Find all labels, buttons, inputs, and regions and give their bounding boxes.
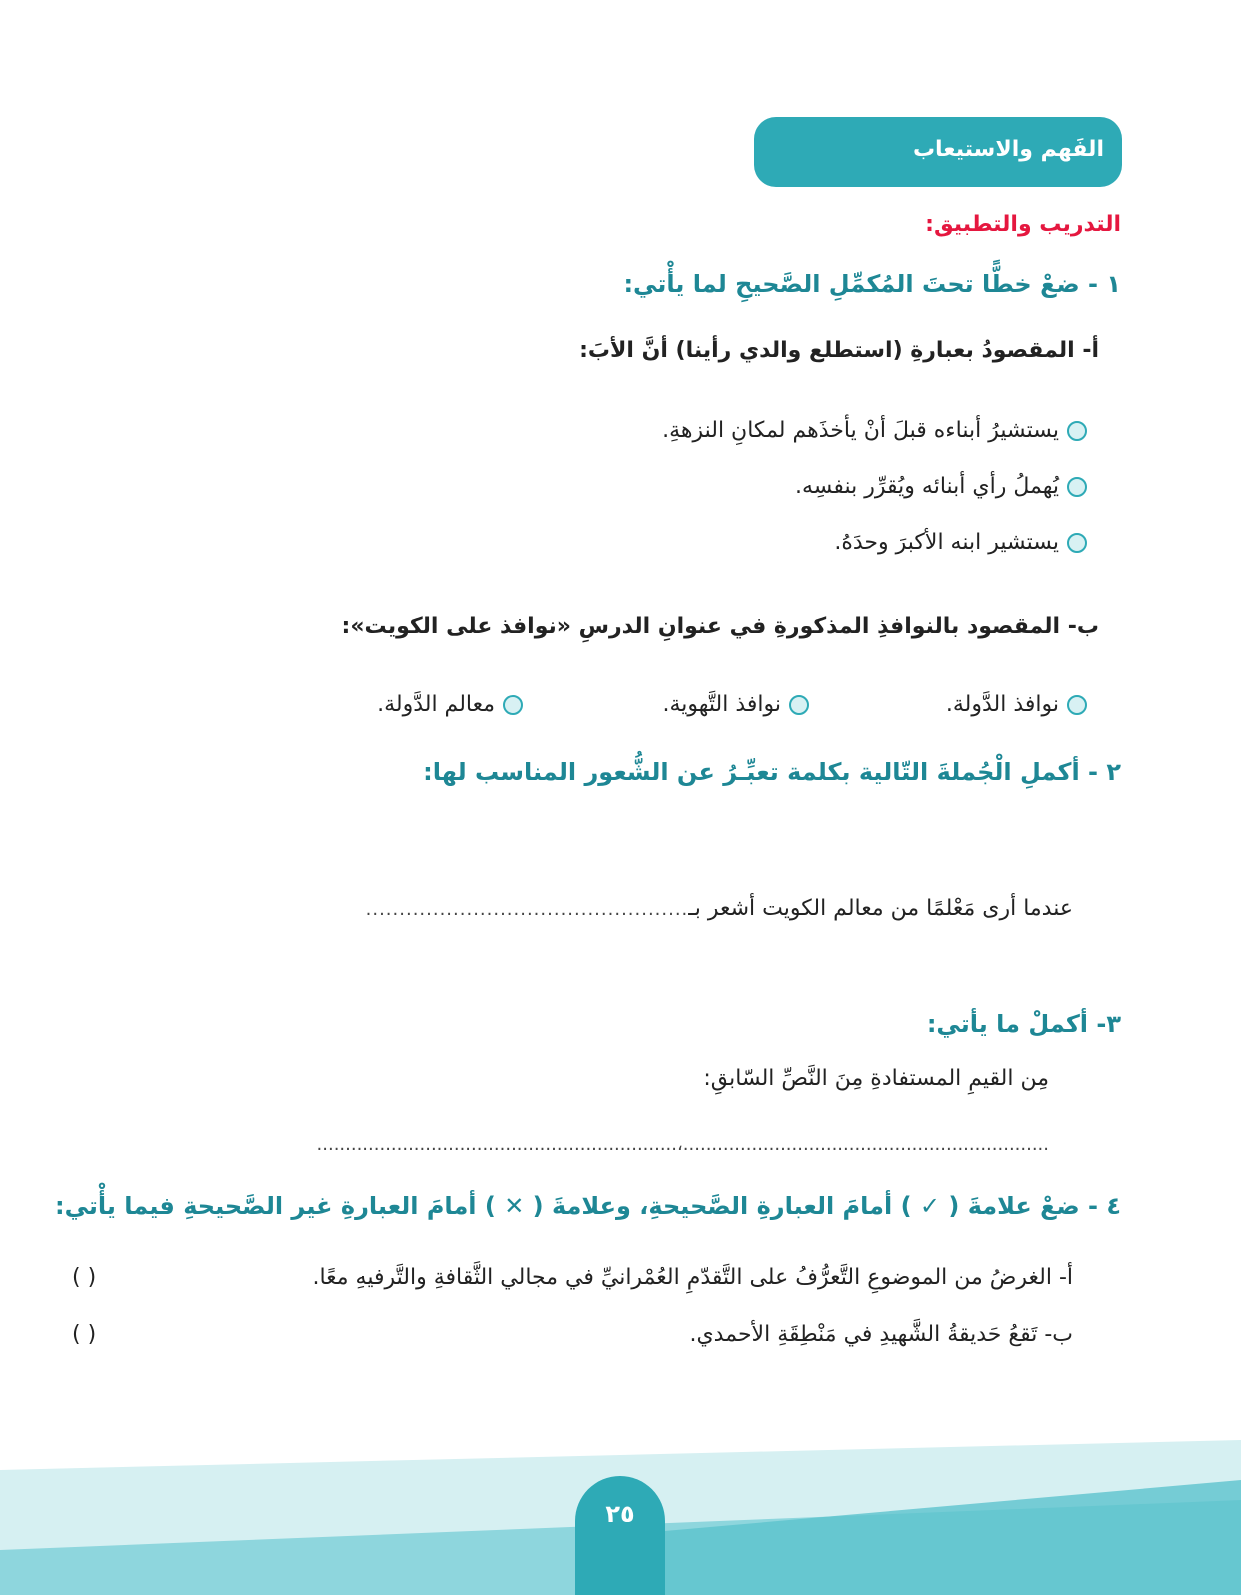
radio-icon[interactable] — [1067, 533, 1087, 553]
radio-icon[interactable] — [789, 695, 809, 715]
question-2-title: ٢ - أكملِ الْجُملةَ التّالية بكلمة تعبِّـرُ عن الشُّعور المناسب لها: — [423, 758, 1121, 786]
option-label: يستشيرُ أبناءه قبلَ أنْ يأخذَهم لمكانِ النزهةِ. — [662, 418, 1059, 443]
radio-icon[interactable] — [1067, 695, 1087, 715]
question-2-answer-blank[interactable]: ................................................ — [365, 899, 689, 920]
option-1a-1[interactable] — [662, 418, 1087, 443]
question-4a-answer-box[interactable]: ( ) — [72, 1265, 97, 1290]
page-number: ٢٥ — [605, 1500, 635, 1528]
question-4b-answer-box[interactable]: ( ) — [72, 1322, 97, 1347]
question-1-title: ١ - ضعْ خطًّا تحتَ المُكمِّلِ الصَّحيحِ لما يأْتي: — [623, 270, 1121, 298]
option-label: يُهملُ رأي أبنائه ويُقرِّر بنفسِه. — [794, 474, 1059, 499]
option-label: نوافذ التَّهوية. — [662, 692, 781, 717]
question-3-answer-blank[interactable]: ................................................................،............................................................... — [316, 1134, 1049, 1155]
option-1a-3[interactable] — [834, 530, 1087, 555]
radio-icon[interactable] — [503, 695, 523, 715]
question-1a-title: أ- المقصودُ بعبارةِ (استطلع والدي رأينا) أنَّ الأبَ: — [579, 338, 1099, 363]
radio-icon[interactable] — [1067, 477, 1087, 497]
question-4b-text: ب- تَقعُ حَديقةُ الشَّهيدِ في مَنْطِقَةِ الأحمدي. — [689, 1322, 1073, 1347]
question-4-title: ٤ - ضعْ علامةَ ( ✓ ) أمامَ العبارةِ الصَّحيحةِ، وعلامةَ ( ✕ ) أمامَ العبارةِ غير الصَّحيحةِ فيما يأْتي: — [55, 1192, 1121, 1220]
question-1b-title: ب- المقصود بالنوافذِ المذكورةِ في عنوانِ الدرسِ «نوافذ على الكويت»: — [341, 614, 1099, 639]
option-label: معالم الدَّولة. — [377, 692, 495, 717]
option-1a-2[interactable] — [795, 474, 1087, 499]
question-2-sentence-row — [366, 896, 1073, 921]
question-3-prompt: مِن القيمِ المستفادةِ مِنَ النَّصِّ السّابقِ: — [703, 1066, 1049, 1091]
section-header — [754, 117, 1122, 187]
radio-icon[interactable] — [1067, 421, 1087, 441]
option-label: نوافذ الدَّولة. — [945, 692, 1059, 717]
question-3-title: ٣- أكملْ ما يأتي: — [926, 1010, 1121, 1038]
section-header-title: الفَهم والاستيعاب — [912, 137, 1104, 162]
option-1b-2[interactable] — [662, 692, 809, 717]
option-1b-3[interactable] — [377, 692, 523, 717]
option-1b-1[interactable] — [946, 692, 1087, 717]
training-label: التدريب والتطبيق: — [925, 212, 1121, 237]
question-4a-text: أ- الغرضُ من الموضوعِ التَّعرُّفُ على التَّقدّمِ العُمْرانيِّ في مجالي الثَّقافةِ والتَّرفيهِ معًا. — [312, 1265, 1073, 1290]
page-number-badge — [575, 1476, 665, 1595]
option-label: يستشير ابنه الأكبرَ وحدَهُ. — [834, 530, 1059, 555]
question-2-sentence: عندما أرى مَعْلمًا من معالم الكويت أشعر بـ — [688, 896, 1073, 921]
